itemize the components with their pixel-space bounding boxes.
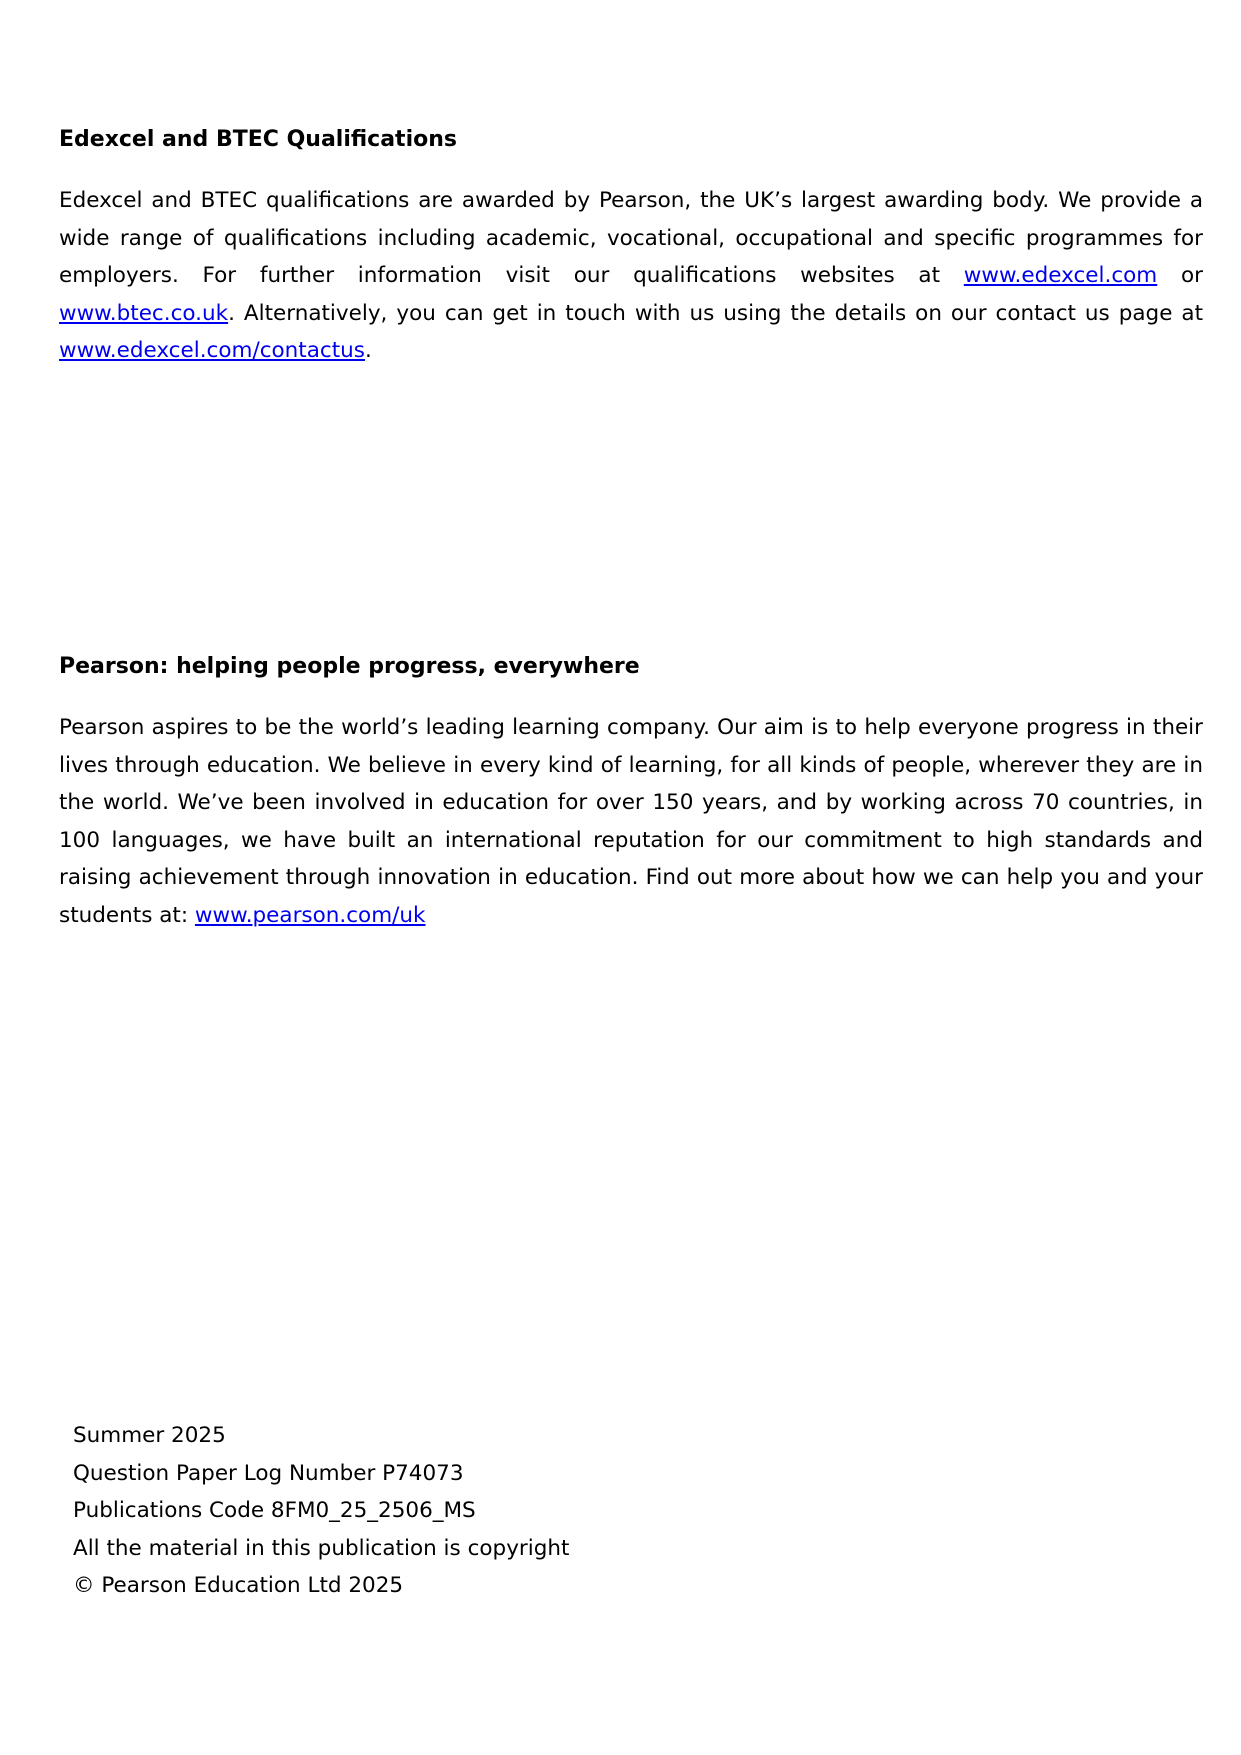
edexcel-text-1: Edexcel and BTEC qualifications are awarded by Pearson, the UK’s largest awarding body. We provide a wide range of qualifications including academic, vocational, occupational and specific programmes for employers. For further information visit our qualifications websites at	[59, 188, 1203, 288]
contact-us-link[interactable]: www.edexcel.com/contactus	[59, 338, 365, 363]
edexcel-heading: Edexcel and BTEC Qualifications	[59, 127, 457, 152]
btec-link[interactable]: www.btec.co.uk	[59, 300, 229, 326]
edexcel-text-or: or	[1157, 263, 1204, 288]
publications-code-text: Publications Code 8FM0_25_2506_MS	[73, 1498, 476, 1523]
pearson-section	[59, 651, 1203, 934]
pearson-paragraph	[59, 709, 1203, 934]
edexcel-text-3: .	[365, 338, 372, 363]
log-number-text: Question Paper Log Number P74073	[73, 1460, 464, 1486]
pearson-heading: Pearson: helping people progress, everywhere	[59, 654, 640, 679]
edexcel-link[interactable]: www.edexcel.com	[963, 263, 1158, 288]
imprint-block	[73, 1417, 569, 1605]
edexcel-section	[59, 124, 1203, 370]
pearson-link[interactable]: www.pearson.com/uk	[194, 902, 426, 928]
copyright-text: © Pearson Education Ltd 2025	[73, 1573, 404, 1598]
copyright-note-text: All the material in this publication is copyright	[73, 1535, 570, 1561]
pearson-text-1: Pearson aspires to be the world’s leading learning company. Our aim is to help everyone progress in their lives through education. We believe in every kind of learning, for all kinds of people, wherever they are in the world. We’ve been involved in education for over 150 years, and by working across 70 countries, in 100 languages, we have built an international reputation for our commitment to high standards and raising achievement through innovation in education. Find out more about how we can help you and your students at:	[59, 715, 1203, 928]
edexcel-paragraph	[59, 182, 1203, 370]
series-text: Summer 2025	[73, 1423, 226, 1448]
edexcel-text-2: . Alternatively, you can get in touch with us using the details on our contact us page at	[228, 300, 1203, 326]
